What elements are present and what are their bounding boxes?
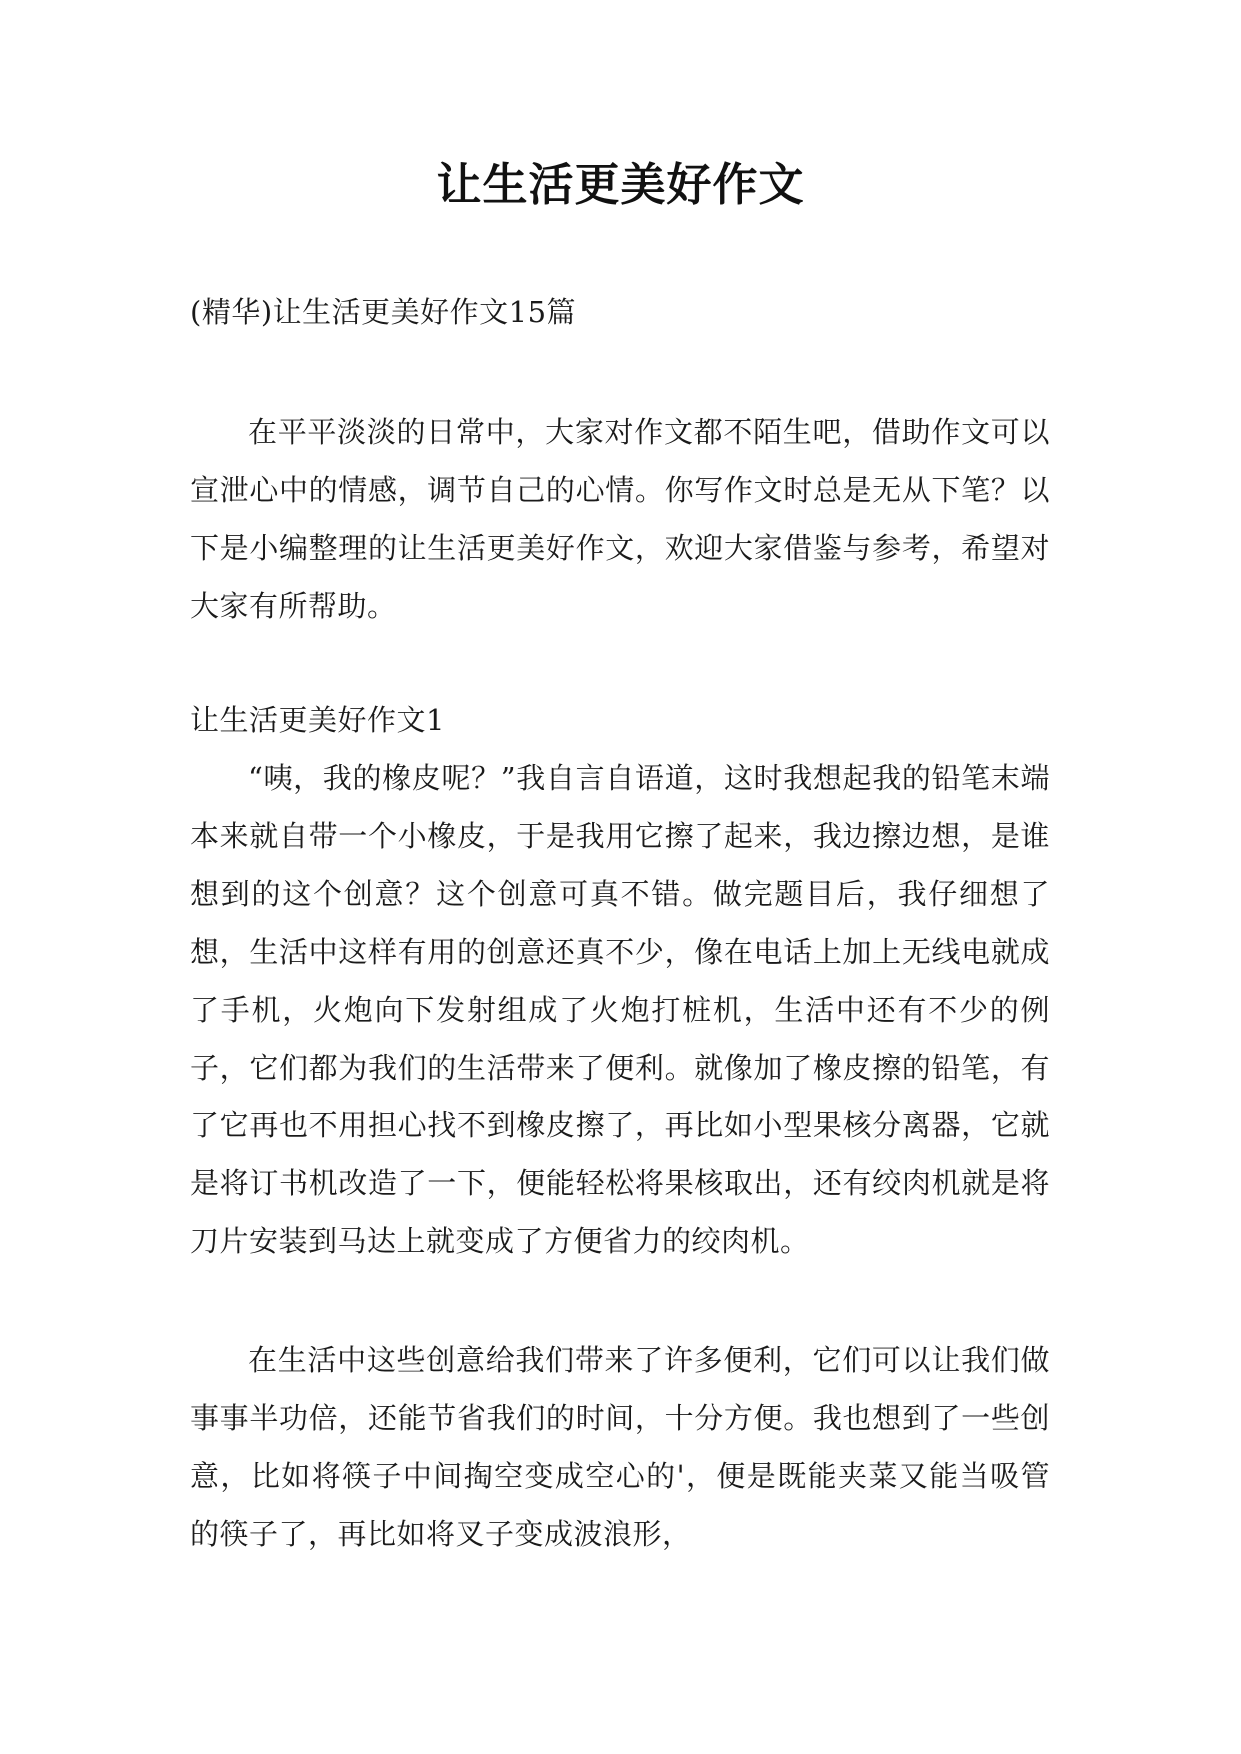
document-title: 让生活更美好作文 [436, 158, 805, 211]
intro-paragraph: 在平平淡淡的日常中，大家对作文都不陌生吧，借助作文可以宣泄心中的情感，调节自己的心情。你写作文时总是无从下笔？以下是小编整理的让生活更美好作文，欢迎大家借鉴与参考，希望对大家有所帮助。 [190, 415, 1050, 623]
body-paragraph: “咦，我的橡皮呢？”我自言自语道，这时我想起我的铅笔末端本来就自带一个小橡皮，于是我用它擦了起来，我边擦边想，是谁想到的这个创意？这个创意可真不错。做完题目后，我仔细想了想，生活中这样有用的创意还真不少，像在电话上加上无线电就成了手机，火炮向下发射组成了火炮打桩机，生活中还有不少的例子，它们都为我们的生活带来了便利。就像加了橡皮擦的铅笔，有了它再也不用担心找不到橡皮擦了，再比如小型果核分离器，它就是将订书机改造了一下，便能轻松将果核取出，还有绞肉机就是将刀片安装到马达上就变成了方便省力的绞肉机。 [190, 761, 1050, 1259]
section-heading: 让生活更美好作文1 [190, 703, 445, 737]
document-subtitle: (精华)让生活更美好作文15篇 [190, 295, 577, 329]
body-paragraph: 在生活中这些创意给我们带来了许多便利，它们可以让我们做事事半功倍，还能节省我们的时间，十分方便。我也想到了一些创意，比如将筷子中间掏空变成空心的'，便是既能夹菜又能当吸管的筷子了，再比如将叉子变成波浪形， [190, 1343, 1050, 1551]
